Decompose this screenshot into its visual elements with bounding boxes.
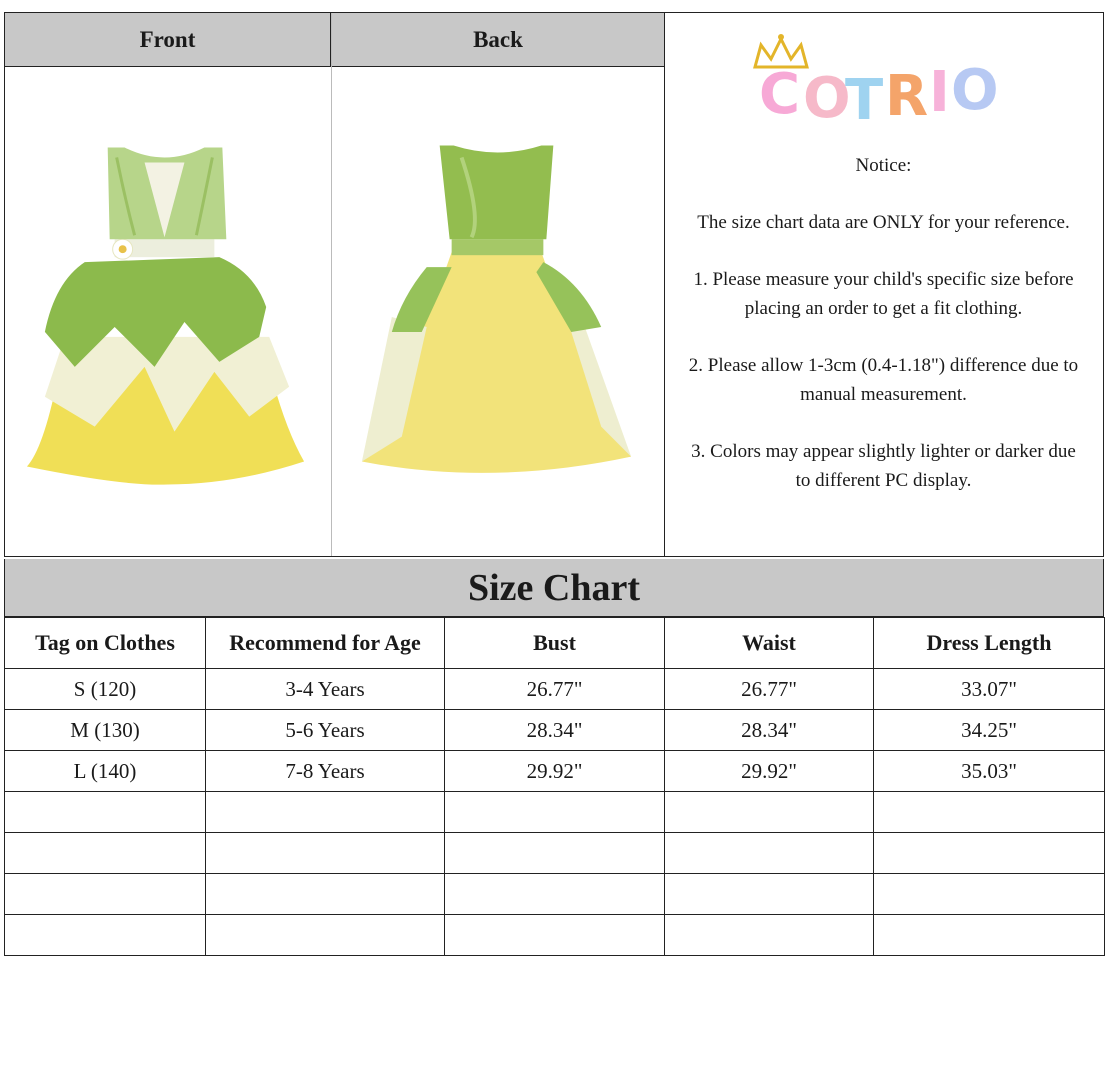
cotrio-logo [745,33,1005,133]
table-header-row [5,618,1105,669]
notice-item-1: 1. Please measure your child's specific size before placing an order to get a fit clothing. [693,269,1074,319]
cell-waist: 29.92" [665,751,874,792]
cell-bust: 26.77" [445,669,665,710]
table-row-empty [5,915,1105,956]
svg-text:T: T [845,68,884,133]
cell-bust: 29.92" [445,751,665,792]
cell-age: 3-4 Years [206,669,445,710]
cell-length: 34.25" [874,710,1105,751]
svg-text:O: O [803,66,851,131]
back-view-column [332,13,665,556]
back-dress-image [332,67,664,556]
dress-bodice [440,146,554,240]
table-row [5,669,1105,710]
notice-column [665,13,1102,556]
header-length: Dress Length [874,618,1105,669]
size-chart-title: Size Chart [4,559,1104,617]
dress-waist-band [452,239,544,255]
svg-text:O: O [951,58,999,123]
notice-text [665,151,1102,523]
cell-tag: L (140) [5,751,206,792]
svg-text:I: I [929,60,950,125]
front-label: Front [5,13,331,67]
dress-petal-green [45,257,266,367]
front-view-column [5,13,332,556]
size-chart-table [4,617,1105,956]
cell-waist: 28.34" [665,710,874,751]
cell-length: 33.07" [874,669,1105,710]
header-bust: Bust [445,618,665,669]
header-tag: Tag on Clothes [5,618,206,669]
notice-item-2: 2. Please allow 1-3cm (0.4-1.18") difference due to manual measurement. [688,355,1079,405]
cell-age: 7-8 Years [206,751,445,792]
notice-intro: The size chart data are ONLY for your reference. [697,212,1070,233]
cell-age: 5-6 Years [206,710,445,751]
table-row-empty [5,833,1105,874]
cell-tag: S (120) [5,669,206,710]
table-row [5,751,1105,792]
cell-length: 35.03" [874,751,1105,792]
cell-tag: M (130) [5,710,206,751]
svg-text:C: C [759,62,801,127]
notice-item-3: 3. Colors may appear slightly lighter or darker due to different PC display. [691,441,1076,491]
back-label: Back [332,13,664,67]
header-waist: Waist [665,618,874,669]
table-row-empty [5,874,1105,915]
svg-text:R: R [885,64,929,129]
table-row-empty [5,792,1105,833]
product-info-panel [4,12,1104,557]
header-age: Recommend for Age [206,618,445,669]
front-dress-image [5,67,331,556]
table-row [5,710,1105,751]
cell-bust: 28.34" [445,710,665,751]
cell-waist: 26.77" [665,669,874,710]
notice-title: Notice: [855,155,912,176]
